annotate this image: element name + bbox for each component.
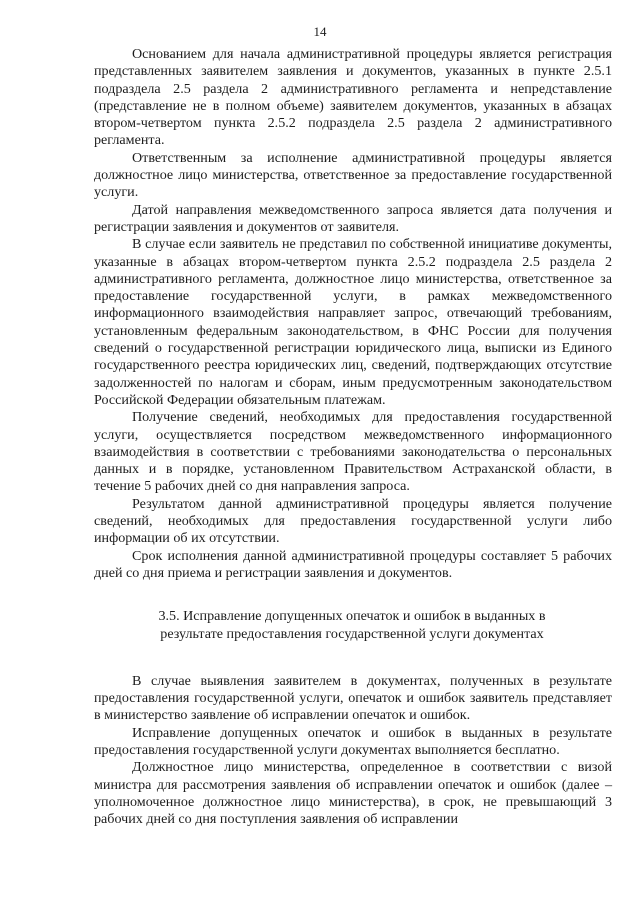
paragraph-procedure-term: Срок исполнения данной административной процедуры составляет 5 рабочих дней со дня приема и регистрации заявления и документов. [94, 547, 612, 581]
paragraph-procedure-result: Результатом данной административной процедуры является получение сведений, необходимых для предоставления государственной услуги либо информации об их отсутствии. [94, 495, 612, 547]
paragraph-correction-free: Исправление допущенных опечаток и ошибок в выданных в результате предоставления государственной услуги документах выполняется бесплатно. [94, 724, 612, 758]
paragraph-interagency-request: В случае если заявитель не представил по собственной инициативе документы, указанные в абзацах втором-четвертом пункта 2.5.2 подраздела 2.5 раздела 2 административного регламента, должностное лицо министерства, ответственное за предоставление государственной услуги, в рамках межведомственного информационного взаимодействия направляет запрос, отвечающий требованиям, установленным федеральным законодательством, в ФНС России для получения сведений о государственной регистрации юридического лица, выписки из Единого государственного реестра юридических лиц, сведений, подтверждающих отсутствие задолженностей по налогам и сборам, иным предусмотренным законодательством Российской Федерации обязательным платежам. [94, 236, 612, 408]
paragraph-error-detection: В случае выявления заявителем в документах, полученных в результате предоставления государственной услуги, опечаток и ошибок заявитель представляет в министерство заявление об исправлении опечаток и ошибок. [94, 672, 612, 724]
paragraph-responsible: Ответственным за исполнение административной процедуры является должностное лицо министерства, ответственное за предоставление государственной услуги. [94, 149, 612, 201]
section-heading-line-1: 3.5. Исправление допущенных опечаток и ошибок в выданных в [158, 608, 546, 625]
section-heading-3-5 [94, 608, 612, 643]
section-heading-line-2: результате предоставления государственной услуги документах [160, 625, 544, 642]
paragraph-basis: Основанием для начала административной процедуры является регистрация представленных заявителем заявления и документов, указанных в пункте 2.5.1 подраздела 2.5 раздела 2 административного регламента и непредставление (представление не в полном объеме) заявителем документов, указанных в абзацах втором-четвертом пункта 2.5.2 подраздела 2.5 раздела 2 административного регламента. [94, 46, 612, 149]
paragraph-request-date: Датой направления межведомственного запроса является дата получения и регистрации заявления и документов от заявителя. [94, 201, 612, 235]
paragraph-authorized-official: Должностное лицо министерства, определенное в соответствии с визой министра для рассмотрения заявления об исправлении опечаток и ошибок (далее – уполномоченное должностное лицо министерства), в срок, не превышающий 3 рабочих дней со дня поступления заявления об исправлении [94, 759, 612, 828]
document-body [94, 46, 612, 828]
paragraph-information-receipt: Получение сведений, необходимых для предоставления государственной услуги, осуществляется посредством межведомственного информационного взаимодействия в соответствии с требованиями законодательства о персональных данных и в порядке, установленном Правительством Астраханской области, в течение 5 рабочих дней со дня направления запроса. [94, 409, 612, 495]
page-number: 14 [313, 24, 327, 39]
